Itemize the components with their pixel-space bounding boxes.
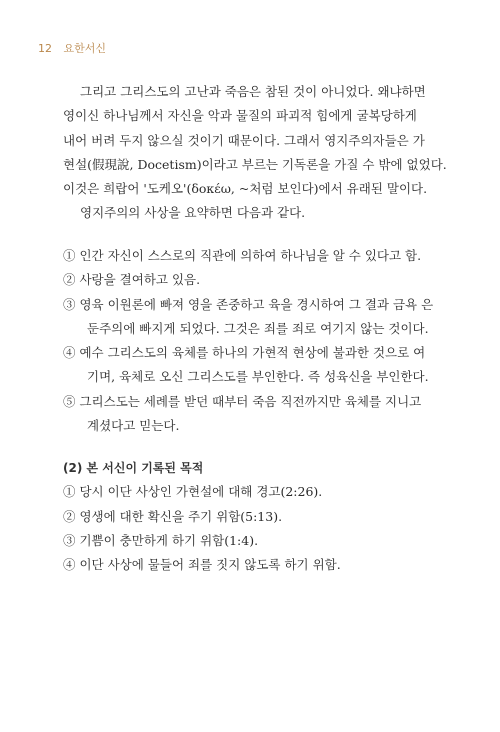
text-line: ② 사랑을 결여하고 있음. bbox=[63, 272, 201, 288]
list-item bbox=[63, 390, 438, 439]
text-line: 둔주의에 빠지게 되었다. 그것은 죄를 죄로 여기지 않는 것이다. bbox=[87, 320, 429, 336]
text-line: 내어 버려 두지 않으실 것이기 때문이다. 그래서 영지주의자들은 가 bbox=[63, 132, 425, 148]
summary-list bbox=[63, 244, 438, 438]
text-line: 계셨다고 믿는다. bbox=[87, 418, 180, 434]
list-item: ③ 기쁨이 충만하게 하기 위함(1:4). bbox=[63, 532, 259, 548]
list-item: ② 영생에 대한 확신을 주기 위함(5:13). bbox=[63, 508, 283, 524]
text-line: 그리고 그리스도의 고난과 죽음은 참된 것이 아니었다. 왜냐하면 bbox=[80, 84, 426, 99]
text-line: 영지주의의 사상을 요약하면 다음과 같다. bbox=[80, 205, 306, 221]
running-header bbox=[38, 40, 106, 56]
text-line: ① 인간 자신이 스스로의 직관에 의하여 하나님을 알 수 있다고 함. bbox=[63, 248, 422, 263]
page-number: 12 bbox=[38, 42, 52, 55]
text-line: ⑤ 그리스도는 세례를 받던 때부터 죽음 직전까지만 육체를 지니고 bbox=[63, 393, 422, 409]
list-item bbox=[63, 244, 438, 268]
text-line: ④ 예수 그리스도의 육체를 하나의 가현적 현상에 불과한 것으로 여 bbox=[63, 345, 426, 361]
list-item bbox=[63, 268, 438, 292]
purpose-section bbox=[63, 456, 438, 577]
text-line: 영이신 하나님께서 자신을 악과 물질의 파괴적 힘에게 굴복당하게 bbox=[63, 108, 417, 124]
intro-paragraph bbox=[63, 80, 447, 226]
text-line: 기며, 육체로 오신 그리스도를 부인한다. 즉 성육신을 부인한다. bbox=[87, 369, 429, 385]
text-line: ③ 영육 이원론에 빠져 영을 존중하고 육을 경시하여 그 결과 금욕 은 bbox=[63, 296, 434, 312]
text-line: 현설(假現說, Docetism)이라고 부르는 기독론을 가질 수 밖에 없었다. bbox=[63, 156, 447, 172]
list-item: ④ 이단 사상에 물들어 죄를 짓지 않도록 하기 위함. bbox=[63, 557, 341, 573]
list-item bbox=[63, 341, 438, 390]
list-item bbox=[63, 293, 438, 342]
text-line: 이것은 희랍어 '도케오'(δοκέω, ~처럼 보인다)에서 유래된 말이다. bbox=[63, 181, 428, 197]
book-title: 요한서신 bbox=[63, 42, 107, 55]
list-item: ① 당시 이단 사상인 가현설에 대해 경고(2:26). bbox=[63, 484, 323, 500]
section-heading: (2) 본 서신이 기록된 목적 bbox=[63, 461, 204, 475]
